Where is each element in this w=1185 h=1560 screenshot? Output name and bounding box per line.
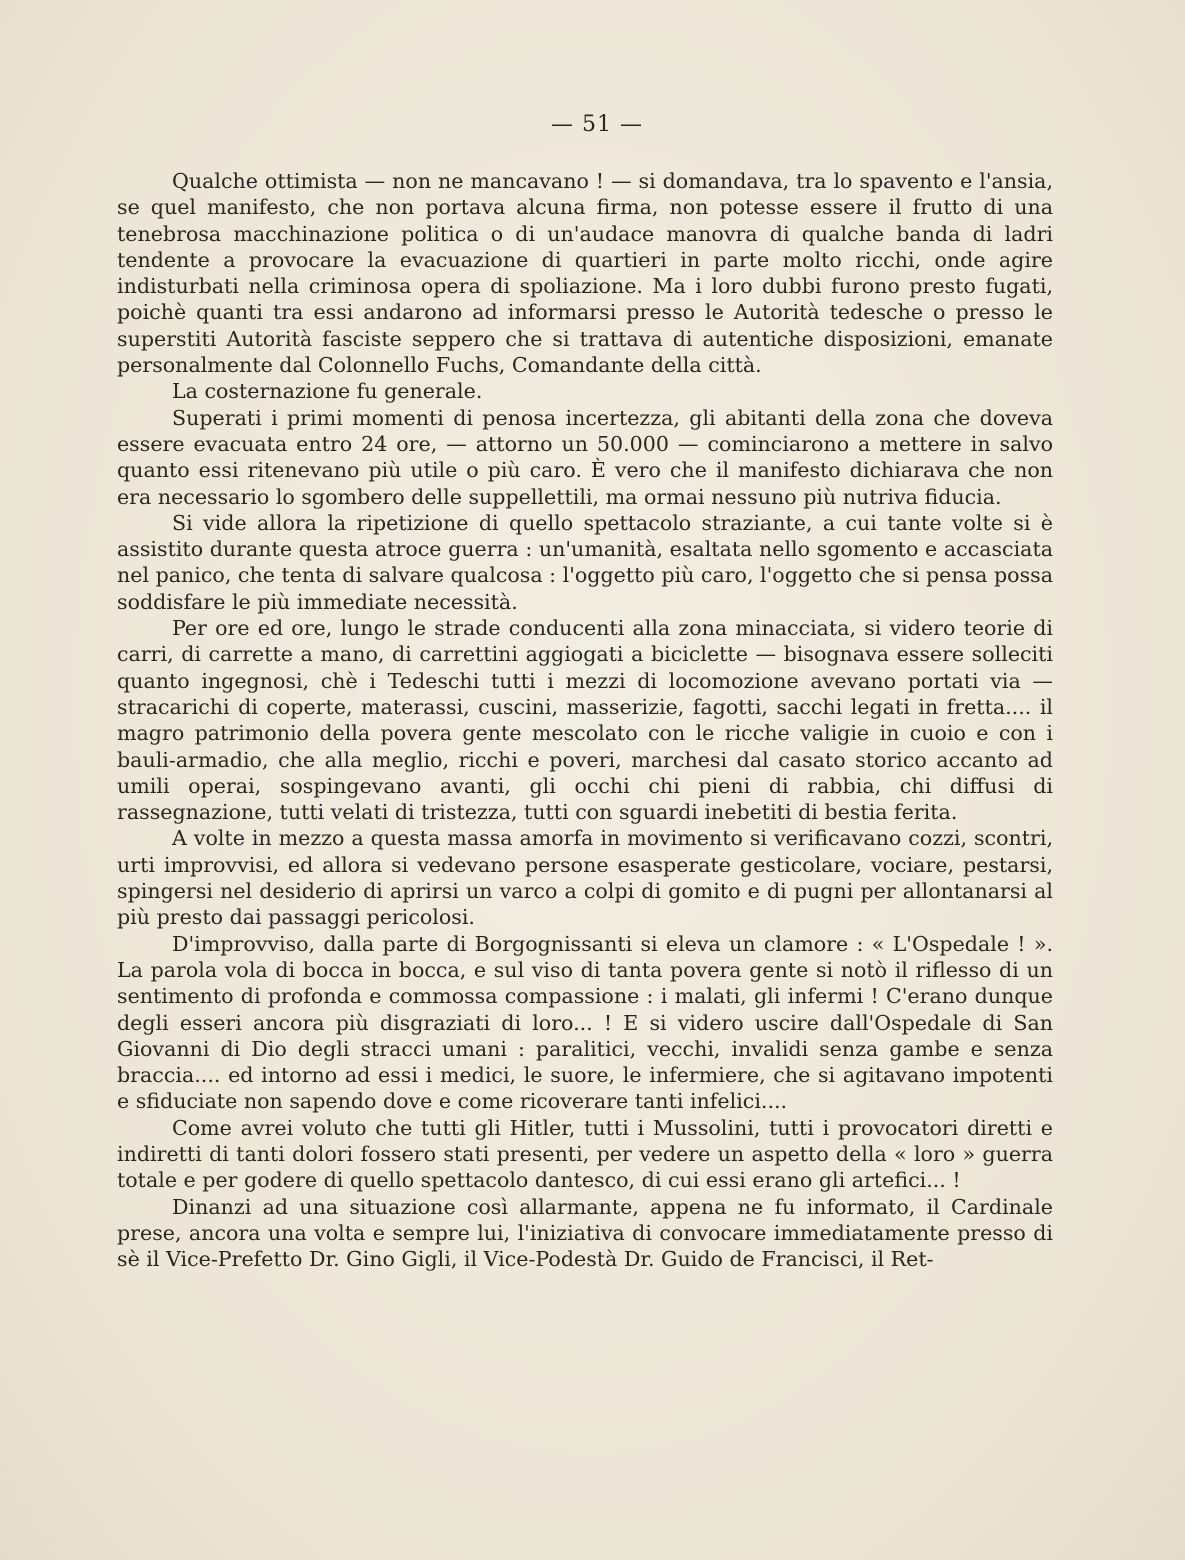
- paragraph-9: Dinanzi ad una situazione così allarmante, appena ne fu informato, il Cardinale prese, ancora una volta e sempre lui, l'iniziativa di convocare immediatamente presso di sè il Vice-Prefetto Dr. Gino Gigli, il Vice-Podestà Dr. Guido de Francisci, il Ret-: [117, 1194, 1053, 1272]
- body-text: [117, 168, 1053, 1272]
- paragraph-4: Si vide allora la ripetizione di quello spettacolo straziante, a cui tante volte si è assistito durante questa atroce guerra : un'umanità, esaltata nello sgomento e accasciata nel panico, che tenta di salvare qualcosa : l'oggetto più caro, l'oggetto che si pensa possa soddisfare le più immediate necessità.: [117, 510, 1053, 614]
- paragraph-3: Superati i primi momenti di penosa incertezza, gli abitanti della zona che doveva essere evacuata entro 24 ore, — attorno un 50.000 — cominciarono a mettere in salvo quanto essi ritenevano più utile o più caro. È vero che il manifesto dichiarava che non era necessario lo sgombero delle suppellettili, ma ormai nessuno più nutriva fiducia.: [117, 405, 1053, 509]
- paragraph-6: A volte in mezzo a questa massa amorfa in movimento si verificavano cozzi, scontri, urti improvvisi, ed allora si vedevano persone esasperate gesticolare, vociare, pestarsi, spingersi nel desiderio di aprirsi un varco a colpi di gomito e di pugni per allontanarsi al più presto dai passaggi pericolosi.: [117, 826, 1053, 930]
- paragraph-5: Per ore ed ore, lungo le strade conducenti alla zona minacciata, si videro teorie di carri, di carrette a mano, di carrettini aggiogati a biciclette — bisognava essere solleciti quanto ingegnosi, chè i Tedeschi tutti i mezzi di locomozione avevano portati via — stracarichi di coperte, materassi, cuscini, masserizie, fagotti, sacchi legati in fretta.... il magro patrimonio della povera gente mescolato con le ricche valigie in cuoio e con i bauli-armadio, che alla meglio, ricchi e poveri, marchesi dal casato storico accanto ad umili operai, sospingevano avanti, gli occhi chi pieni di rabbia, chi diffusi di rassegnazione, tutti velati di tristezza, tutti con sguardi inebetiti di bestia ferita.: [117, 616, 1053, 825]
- paragraph-8: Come avrei voluto che tutti gli Hitler, tutti i Mussolini, tutti i provocatori diretti e indiretti di tanti dolori fossero stati presenti, per vedere un aspetto della « loro » guerra totale e per godere di quello spettacolo dantesco, di cui essi erano gli artefici... !: [117, 1115, 1053, 1193]
- paragraph-7: D'improvviso, dalla parte di Borgognissanti si eleva un clamore : « L'Ospedale ! ». La parola vola di bocca in bocca, e sul viso di tanta povera gente si notò il riflesso di un sentimento di profonda e commossa compassione : i malati, gli infermi ! C'erano dunque degli esseri ancora più disgraziati di loro... ! E si videro uscire dall'Ospedale di San Giovanni di Dio degli stracci umani : paralitici, vecchi, invalidi senza gambe e senza braccia.... ed intorno ad essi i medici, le suore, le infermiere, che si agitavano impotenti e sfiduciate non sapendo dove e come ricoverare tanti infelici....: [117, 931, 1053, 1114]
- paragraph-2: La costernazione fu generale.: [172, 379, 483, 404]
- page-number: — 51 —: [551, 112, 643, 137]
- paragraph-1: Qualche ottimista — non ne mancavano ! — si domandava, tra lo spavento e l'ansia, se quel manifesto, che non portava alcuna firma, non potesse essere il frutto di una tenebrosa macchinazione politica o di un'audace manovra di qualche banda di ladri tendente a provocare la evacuazione di quartieri in parte molto ricchi, onde agire indisturbati nella criminosa opera di spoliazione. Ma i loro dubbi furono presto fugati, poichè quanti tra essi andarono ad informarsi presso le Autorità tedesche o presso le superstiti Autorità fasciste seppero che si trattava di autentiche disposizioni, emanate personalmente dal Colonnello Fuchs, Comandante della città.: [117, 169, 1053, 378]
